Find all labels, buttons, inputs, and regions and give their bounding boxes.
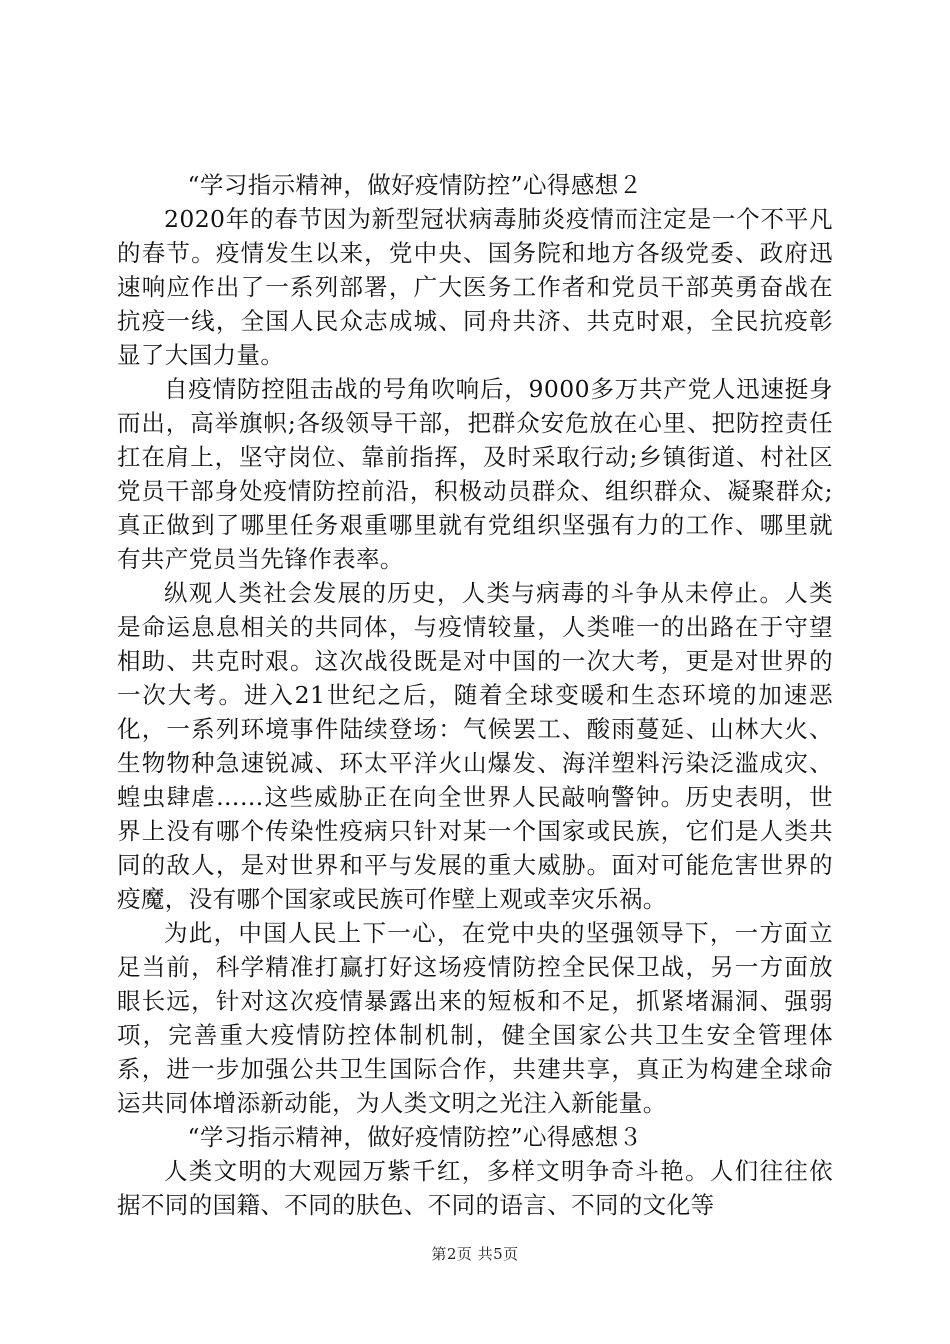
section-heading: “学习指示精神，做好疫情防控”心得感想２ [187,171,643,199]
page-number-footer: 第2页 共5页 [431,1245,519,1263]
paragraph: 2020年的春节因为新型冠状病毒肺炎疫情而注定是一个不平凡的春节。疫情发生以来，党中央、国务院和地方各级党委、政府迅速响应作出了一系列部署，广大医务工作者和党员干部英勇奋战在抗疫一线，全国人民众志成城、同舟共济、共克时艰，全民抗疫彰显了大国力量。 [117,205,833,369]
section-heading: “学习指示精神，做好疫情防控”心得感想３ [187,1123,643,1151]
document-body [117,168,833,1222]
paragraph: 为此，中国人民上下一心，在党中央的坚强领导下，一方面立足当前，科学精准打赢打好这场疫情防控全民保卫战，另一方面放眼长远，针对这次疫情暴露出来的短板和不足，抓紧堵漏洞、强弱项，完善重大疫情防控体制机制，健全国家公共卫生安全管理体系，进一步加强公共卫生国际合作，共建共享，真正为构建全球命运共同体增添新动能，为人类文明之光注入新能量。 [117,919,833,1117]
paragraph: 纵观人类社会发展的历史，人类与病毒的斗争从未停止。人类是命运息息相关的共同体，与疫情较量，人类唯一的出路在于守望相助、共克时艰。这次战役既是对中国的一次大考，更是对世界的一次大考。进入21世纪之后，随着全球变暖和生态环境的加速恶化，一系列环境事件陆续登场：气候罢工、酸雨蔓延、山林大火、生物物种急速锐减、环太平洋火山爆发、海洋塑料污染泛滥成灾、蝗虫肆虐……这些威胁正在向全世界人民敲响警钟。历史表明，世界上没有哪个传染性疫病只针对某一个国家或民族，它们是人类共同的敌人，是对世界和平与发展的重大威胁。面对可能危害世界的疫魔，没有哪个国家或民族可作壁上观或幸灾乐祸。 [117,579,833,913]
paragraph: 自疫情防控阻击战的号角吹响后，9000多万共产党人迅速挺身而出，高举旗帜;各级领导干部，把群众安危放在心里、把防控责任扛在肩上，坚守岗位、靠前指挥，及时采取行动;乡镇街道、村社区党员干部身处疫情防控前沿，积极动员群众、组织群众、凝聚群众;真正做到了哪里任务艰重哪里就有党组织坚强有力的工作、哪里就有共产党员当先锋作表率。 [117,375,833,573]
paragraph: 人类文明的大观园万紫千红，多样文明争奇斗艳。人们往往依据不同的国籍、不同的肤色、不同的语言、不同的文化等 [117,1157,833,1219]
